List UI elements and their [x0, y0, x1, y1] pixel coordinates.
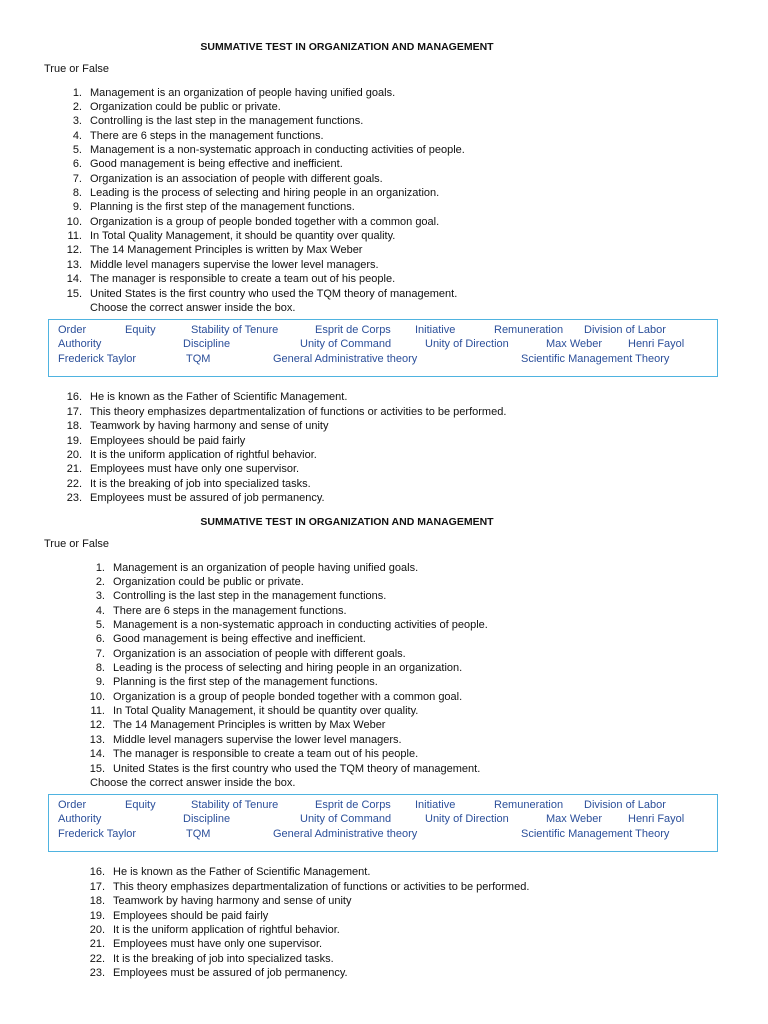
- choice-word: Unity of Direction: [425, 338, 509, 350]
- question-item: 7. Organization is an association of people with different goals.: [95, 648, 406, 660]
- choice-word: Order: [58, 799, 87, 811]
- question-item: 9. Planning is the first step of the management functions.: [72, 201, 355, 213]
- question-item: 14. The manager is responsible to create a team out of his people.: [66, 273, 396, 285]
- choice-word: Max Weber: [546, 813, 603, 825]
- question-item: 18. Teamwork by having harmony and sense of unity: [66, 420, 329, 432]
- choice-word: Order: [58, 324, 87, 336]
- question-item: 3. Controlling is the last step in the management functions.: [95, 590, 387, 602]
- choice-word: General Administrative theory: [273, 353, 418, 365]
- choice-word: Remuneration: [494, 324, 564, 336]
- question-item: 6. Good management is being effective and inefficient.: [72, 158, 343, 170]
- question-item: 5. Management is a non-systematic approach in conducting activities of people.: [95, 619, 488, 631]
- question-item: 16. He is known as the Father of Scientific Management.: [66, 391, 348, 403]
- choice-word: Esprit de Corps: [315, 324, 391, 336]
- question-item: 12. The 14 Management Principles is written by Max Weber: [89, 719, 386, 731]
- choice-word: Equity: [125, 799, 156, 811]
- question-item: 6. Good management is being effective and inefficient.: [95, 633, 366, 645]
- test-title: SUMMATIVE TEST IN ORGANIZATION AND MANAGEMENT: [200, 516, 494, 528]
- question-item: 14. The manager is responsible to create a team out of his people.: [89, 748, 419, 760]
- question-item: 8. Leading is the process of selecting and hiring people in an organization.: [72, 187, 440, 199]
- choice-word: Frederick Taylor: [58, 828, 137, 840]
- question-item: 17. This theory emphasizes departmentalization of functions or activities to be performed.: [89, 881, 530, 893]
- choice-word: Discipline: [183, 813, 231, 825]
- choice-word: Unity of Command: [300, 813, 392, 825]
- choice-word: General Administrative theory: [273, 828, 418, 840]
- choice-word: Frederick Taylor: [58, 353, 137, 365]
- question-item: 20. It is the uniform application of rightful behavior.: [89, 924, 340, 936]
- question-item: 9. Planning is the first step of the management functions.: [95, 676, 378, 688]
- question-item: 10. Organization is a group of people bonded together with a common goal.: [89, 691, 463, 703]
- question-item: 7. Organization is an association of people with different goals.: [72, 173, 383, 185]
- choice-word: Scientific Management Theory: [521, 353, 670, 365]
- question-item: 5. Management is a non-systematic approach in conducting activities of people.: [72, 144, 465, 156]
- question-item: 17. This theory emphasizes departmentalization of functions or activities to be performed.: [66, 406, 507, 418]
- question-item: 19. Employees should be paid fairly: [89, 910, 269, 922]
- choice-word: Division of Labor: [584, 324, 666, 336]
- question-item: 1. Management is an organization of people having unified goals.: [72, 87, 396, 99]
- choice-word: Initiative: [415, 799, 456, 811]
- question-item: 22. It is the breaking of job into specialized tasks.: [89, 953, 334, 965]
- question-item: 21. Employees must have only one supervisor.: [66, 463, 300, 475]
- choice-word: Stability of Tenure: [191, 324, 279, 336]
- question-item: 2. Organization could be public or private.: [95, 576, 304, 588]
- choice-word: Unity of Direction: [425, 813, 509, 825]
- question-item: 19. Employees should be paid fairly: [66, 435, 246, 447]
- test-title: SUMMATIVE TEST IN ORGANIZATION AND MANAGEMENT: [200, 41, 494, 53]
- choice-word: Max Weber: [546, 338, 603, 350]
- question-item: 4. There are 6 steps in the management functions.: [95, 605, 347, 617]
- test-subtitle: True or False: [44, 538, 110, 550]
- question-item: 8. Leading is the process of selecting and hiring people in an organization.: [95, 662, 463, 674]
- choice-word: Henri Fayol: [628, 338, 685, 350]
- question-item: 13. Middle level managers supervise the lower level managers.: [89, 734, 402, 746]
- choice-word: Authority: [58, 338, 102, 350]
- choice-word: Scientific Management Theory: [521, 828, 670, 840]
- question-item: 12. The 14 Management Principles is written by Max Weber: [66, 244, 363, 256]
- test-subtitle: True or False: [44, 63, 110, 75]
- question-item: 11. In Total Quality Management, it should be quantity over quality.: [67, 230, 396, 242]
- choice-word: Unity of Command: [300, 338, 392, 350]
- choice-word: TQM: [186, 353, 211, 365]
- choice-word: Stability of Tenure: [191, 799, 279, 811]
- choice-word: Remuneration: [494, 799, 564, 811]
- question-item: 23. Employees must be assured of job permanency.: [66, 492, 325, 504]
- instruction-text: Choose the correct answer inside the box.: [90, 302, 296, 314]
- question-item: 23. Employees must be assured of job permanency.: [89, 967, 348, 979]
- question-item: 16. He is known as the Father of Scientific Management.: [89, 866, 371, 878]
- choice-word: Initiative: [415, 324, 456, 336]
- instruction-text: Choose the correct answer inside the box.: [90, 777, 296, 789]
- question-item: 11. In Total Quality Management, it should be quantity over quality.: [90, 705, 419, 717]
- question-item: 21. Employees must have only one supervisor.: [89, 938, 323, 950]
- question-item: 3. Controlling is the last step in the management functions.: [72, 115, 364, 127]
- choice-word: Discipline: [183, 338, 231, 350]
- question-item: 22. It is the breaking of job into specialized tasks.: [66, 478, 311, 490]
- question-item: 4. There are 6 steps in the management functions.: [72, 130, 324, 142]
- choice-word: Division of Labor: [584, 799, 666, 811]
- choice-word: Henri Fayol: [628, 813, 685, 825]
- question-item: 1. Management is an organization of people having unified goals.: [95, 562, 419, 574]
- question-item: 20. It is the uniform application of rightful behavior.: [66, 449, 317, 461]
- question-item: 10. Organization is a group of people bonded together with a common goal.: [66, 216, 440, 228]
- choice-word: TQM: [186, 828, 211, 840]
- question-item: 18. Teamwork by having harmony and sense of unity: [89, 895, 352, 907]
- question-item: 2. Organization could be public or private.: [72, 101, 281, 113]
- choice-word: Esprit de Corps: [315, 799, 391, 811]
- choice-word: Authority: [58, 813, 102, 825]
- choice-word: Equity: [125, 324, 156, 336]
- question-item: 13. Middle level managers supervise the lower level managers.: [66, 259, 379, 271]
- question-item: 15. United States is the first country who used the TQM theory of management.: [89, 763, 481, 775]
- question-item: 15. United States is the first country who used the TQM theory of management.: [66, 288, 458, 300]
